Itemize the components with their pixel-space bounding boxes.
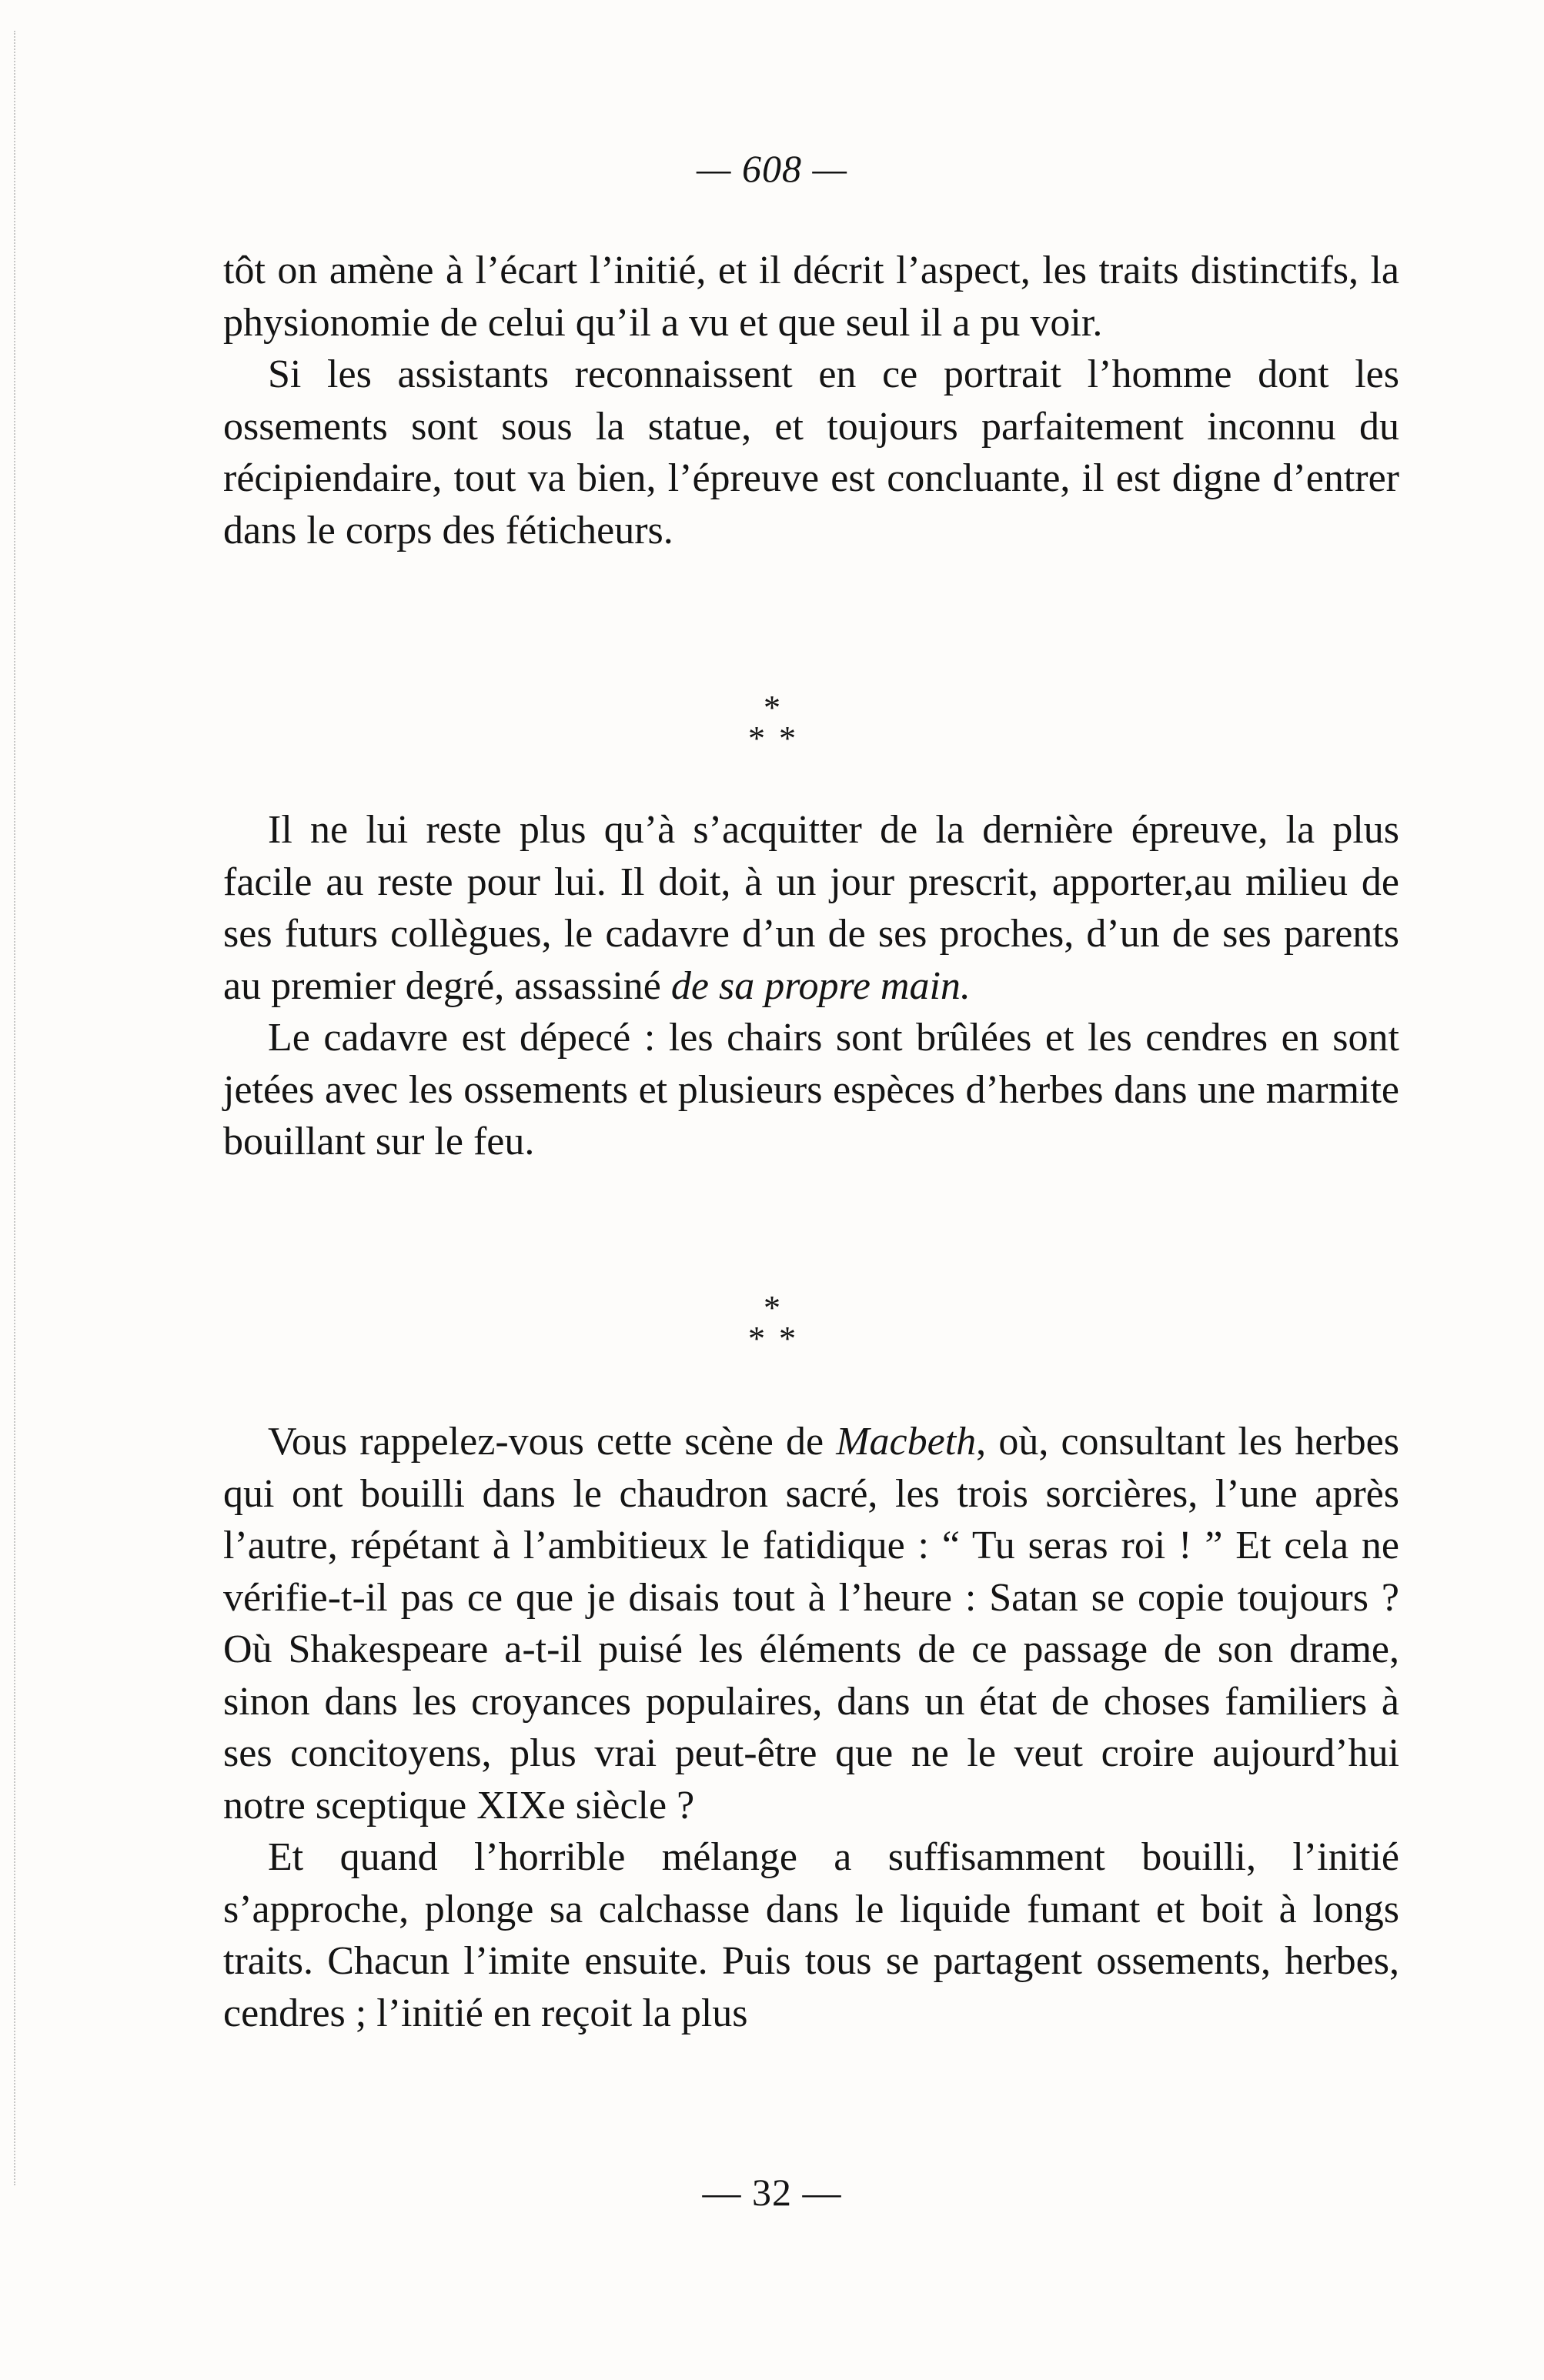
asterism-top: * (764, 1289, 780, 1327)
page-number: — 608 — (697, 147, 847, 190)
paragraph: tôt on amène à l’écart l’initié, et il décrit l’aspect, les traits distinctifs, la physionomie de celui qu’il a vu et que seul il a pu voir. (223, 249, 1399, 345)
paragraph (223, 804, 1399, 1012)
asterism-separator (0, 689, 1544, 757)
text-block-3 (223, 1416, 1399, 2039)
paragraph (223, 1416, 1399, 1831)
text-block-2 (223, 804, 1399, 1168)
asterism-bottom: ** (748, 719, 810, 757)
text-block-1 (223, 245, 1399, 556)
scan-edge-marks (14, 31, 26, 2185)
italic-phrase: de sa propre main. (670, 963, 971, 1008)
asterism-separator (0, 1289, 1544, 1357)
paragraph-text: Il ne lui reste plus qu’à s’acquitter de la dernière épreuve, la plus facile au reste pour lui. Il doit, à un jour prescrit, apporter,au milieu de ses futurs collègues, le cadavre d’un de ses proches, d’un de ses parents au premier degré, assassiné (223, 808, 1399, 1008)
asterism-bottom: ** (748, 1320, 810, 1357)
paragraph-text: Vous rappelez-vous cette scène de (268, 1420, 824, 1464)
paragraph: Le cadavre est dépecé : les chairs sont brûlées et les cendres en sont jetées avec les ossements et plusieurs espèces d’herbes dans une marmite bouillant sur le feu. (223, 1016, 1399, 1163)
paragraph-text: , où, consultant les herbes qui ont bouilli dans le chaudron sacré, les trois sorcières, l’une après l’autre, répétant à l’ambitieux le fatidique : “ Tu seras roi ! ” Et cela ne vérifie-t-il pas ce que je disais tout à l’heure : Satan se copie toujours ? Où Shakespeare a-t-il puisé les éléments de ce passage de son drame, sinon dans les croyances populaires, dans un état de choses familiers à ses concitoyens, plus vrai peut-être que ne le veut croire aujourd’hui notre sceptique XIXe siècle ? (223, 1420, 1400, 1828)
italic-title: Macbeth (836, 1420, 977, 1464)
paragraph: Si les assistants reconnaissent en ce portrait l’homme dont les ossements sont sous la statue, et toujours parfaitement inconnu du récipiendaire, tout va bien, l’épreuve est concluante, il est digne d’entrer dans le corps des féticheurs. (223, 352, 1399, 552)
signature-mark: — 32 — (702, 2171, 842, 2214)
paragraph: Et quand l’horrible mélange a suffisamment bouilli, l’initié s’approche, plonge sa calchasse dans le liquide fumant et boit à longs traits. Chacun l’imite ensuite. Puis tous se partagent ossements, herbes, cendres ; l’initié en reçoit la plus (223, 1835, 1399, 2035)
asterism-top: * (764, 689, 780, 726)
